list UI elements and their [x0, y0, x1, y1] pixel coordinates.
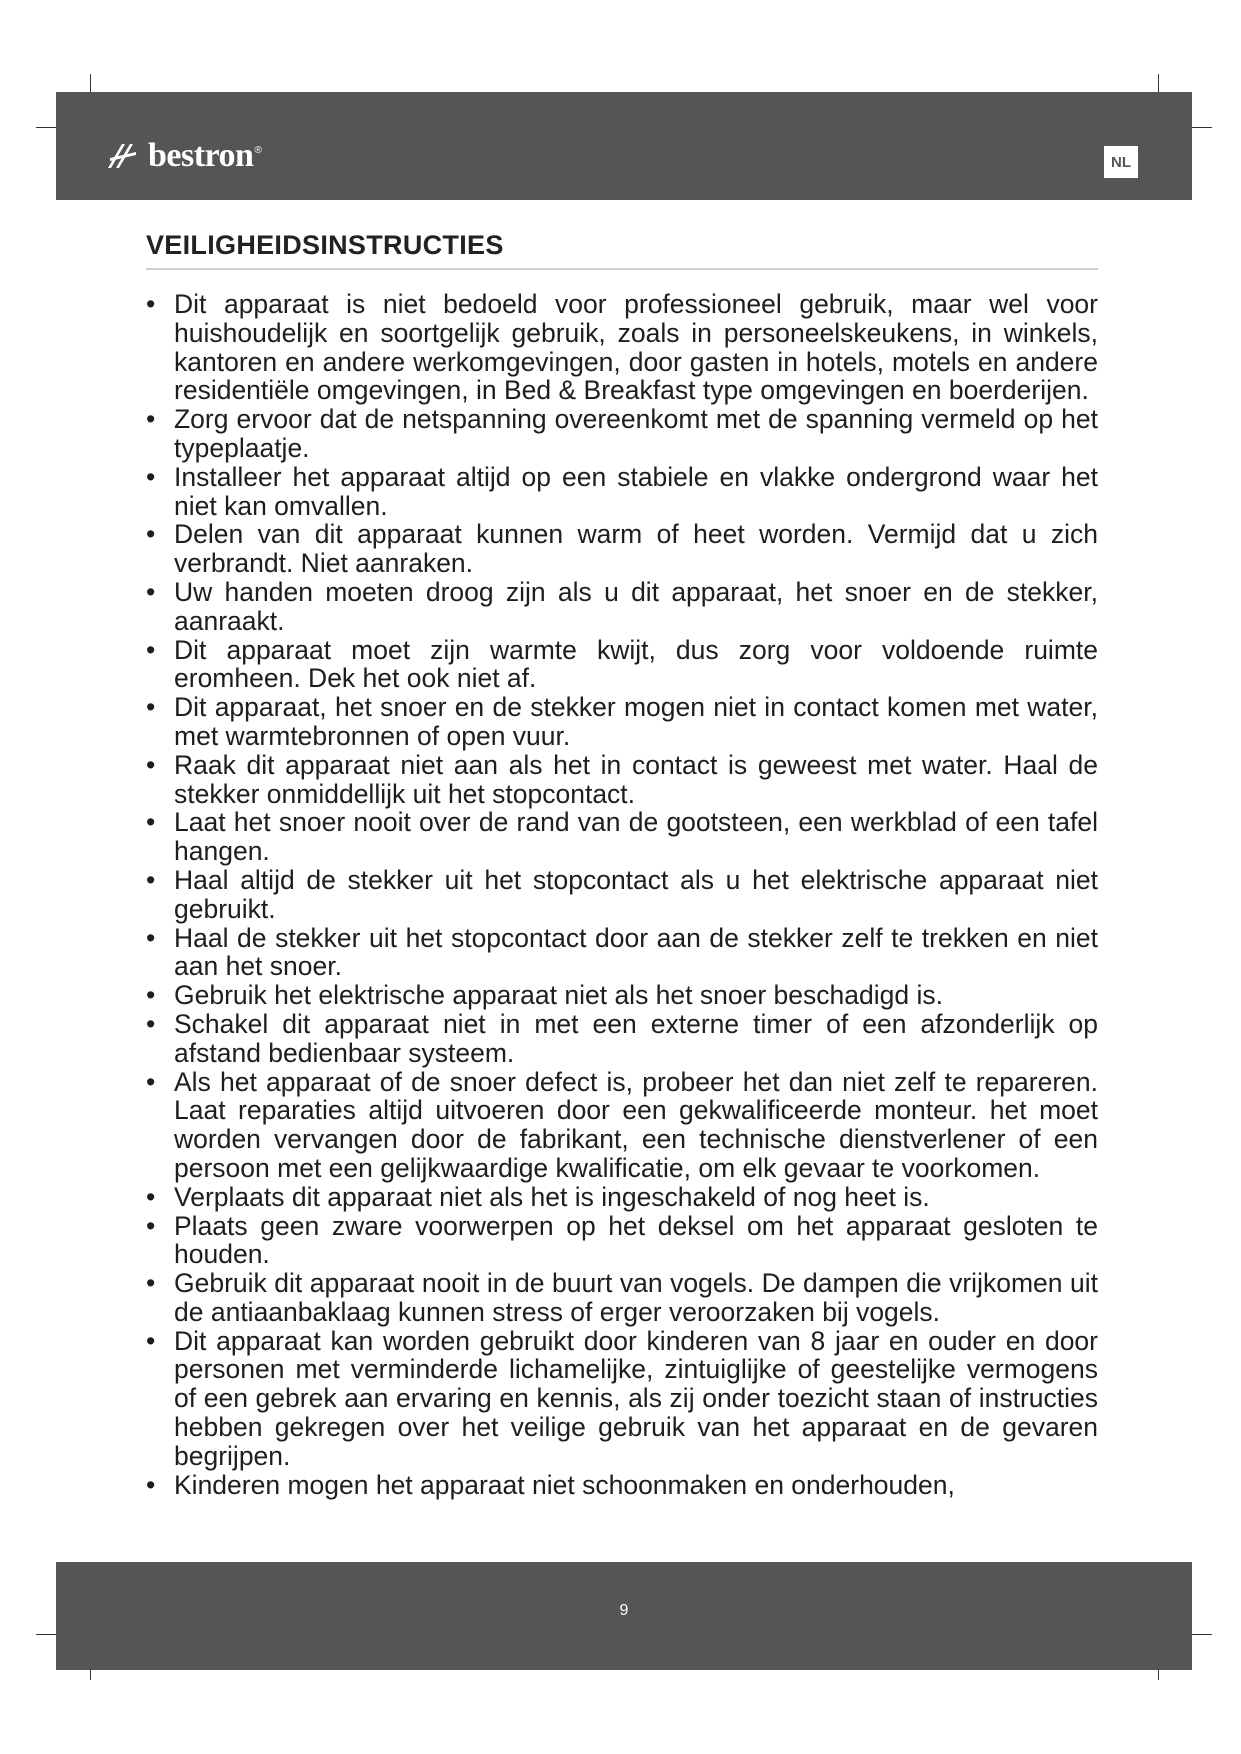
- list-item: • Dit apparaat, het snoer en de stekker mogen niet in contact komen met water, met warmtebronnen of open vuur.: [146, 693, 1098, 751]
- safety-instructions-list: [146, 290, 1098, 1499]
- page-number: 9: [619, 1602, 629, 1619]
- list-item: • Delen van dit apparaat kunnen warm of heet worden. Vermijd dat u zich verbrandt. Niet aanraken.: [146, 520, 1098, 578]
- page-footer: [56, 1562, 1192, 1670]
- brand-name: bestron: [148, 137, 254, 174]
- list-item: • Als het apparaat of de snoer defect is, probeer het dan niet zelf te repareren. Laat reparaties altijd uitvoeren door een gekwalificeerde monteur. het moet worden vervangen door de fabrikant, een technische dienstverlener of een persoon met een gelijkwaardige kwalificatie, om elk gevaar te voorkomen.: [146, 1068, 1098, 1183]
- chevron-logo-icon: [106, 138, 142, 174]
- brand-logo: [106, 136, 262, 176]
- list-item: • Dit apparaat moet zijn warmte kwijt, dus zorg voor voldoende ruimte eromheen. Dek het ook niet af.: [146, 636, 1098, 694]
- list-item: • Schakel dit apparaat niet in met een externe timer of een afzonderlijk op afstand bedienbaar systeem.: [146, 1010, 1098, 1068]
- list-item: • Haal altijd de stekker uit het stopcontact als u het elektrische apparaat niet gebruikt.: [146, 866, 1098, 924]
- list-item: • Uw handen moeten droog zijn als u dit apparaat, het snoer en de stekker, aanraakt.: [146, 578, 1098, 636]
- list-item: • Zorg ervoor dat de netspanning overeenkomt met de spanning vermeld op het typeplaatje.: [146, 405, 1098, 463]
- list-item: • Raak dit apparaat niet aan als het in contact is geweest met water. Haal de stekker onmiddellijk uit het stopcontact.: [146, 751, 1098, 809]
- registered-mark: ®: [254, 144, 262, 156]
- list-item: • Gebruik dit apparaat nooit in de buurt van vogels. De dampen die vrijkomen uit de antiaanbaklaag kunnen stress of erger veroorzaken bij vogels.: [146, 1269, 1098, 1327]
- language-badge: NL: [1104, 146, 1138, 178]
- list-item: • Haal de stekker uit het stopcontact door aan de stekker zelf te trekken en niet aan het snoer.: [146, 924, 1098, 982]
- list-item: • Plaats geen zware voorwerpen op het deksel om het apparaat gesloten te houden.: [146, 1212, 1098, 1270]
- list-item: • Gebruik het elektrische apparaat niet als het snoer beschadigd is.: [146, 981, 1098, 1010]
- title-divider: [146, 268, 1098, 270]
- list-item: • Installeer het apparaat altijd op een stabiele en vlakke ondergrond waar het niet kan omvallen.: [146, 463, 1098, 521]
- list-item: • Laat het snoer nooit over de rand van de gootsteen, een werkblad of een tafel hangen.: [146, 808, 1098, 866]
- page-title: VEILIGHEIDSINSTRUCTIES: [146, 230, 504, 260]
- list-item: • Kinderen mogen het apparaat niet schoonmaken en onderhouden,: [146, 1471, 1098, 1500]
- list-item: • Dit apparaat is niet bedoeld voor professioneel gebruik, maar wel voor huishoudelijk en soortgelijk gebruik, zoals in personeelskeukens, in winkels, kantoren en andere werkomgevingen, door gasten in hotels, motels en andere residentiële omgevingen, in Bed & Breakfast type omgevingen en boerderijen.: [146, 290, 1098, 405]
- list-item: • Verplaats dit apparaat niet als het is ingeschakeld of nog heet is.: [146, 1183, 1098, 1212]
- list-item: • Dit apparaat kan worden gebruikt door kinderen van 8 jaar en ouder en door personen met verminderde lichamelijke, zintuiglijke of geestelijke vermogens of een gebrek aan ervaring en kennis, als zij onder toezicht staan of instructies hebben gekregen over het veilige gebruik van het apparaat en de gevaren begrijpen.: [146, 1327, 1098, 1471]
- page-header: [56, 92, 1192, 200]
